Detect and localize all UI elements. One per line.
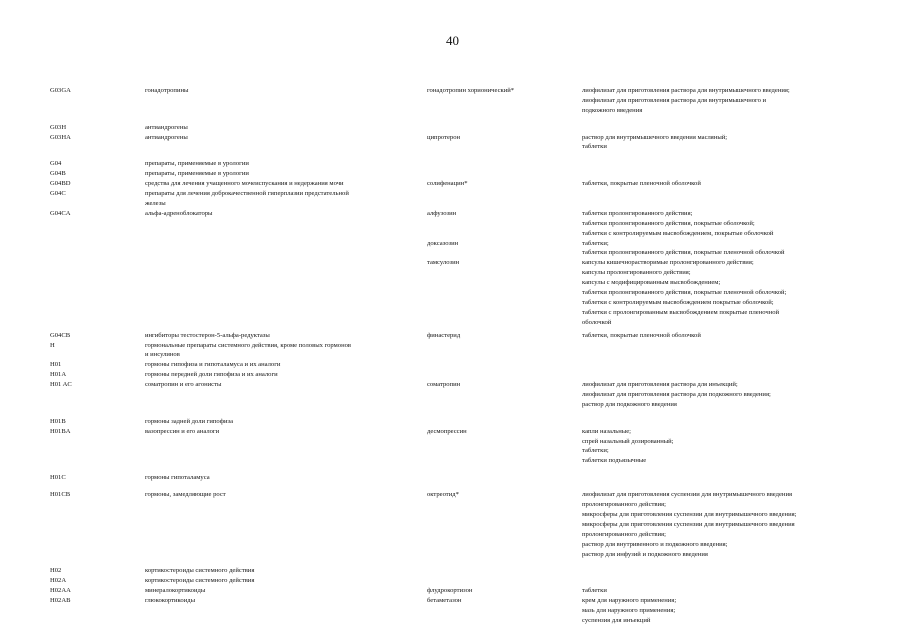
- atc-code-line: G04BD: [50, 180, 71, 188]
- atc-code: [50, 189, 140, 199]
- group-name-line: антиандрогены: [145, 133, 188, 141]
- group-name: [145, 380, 420, 390]
- dosage-forms-line: капсулы кишечнорастворимые пролонгированного действия;: [582, 259, 754, 267]
- dosage-forms-line: капсулы с модифицированным высвобождением;: [582, 279, 721, 287]
- atc-code: [50, 341, 140, 351]
- group-name: [145, 417, 420, 427]
- group-name: [145, 566, 420, 576]
- table-row: [0, 189, 905, 209]
- atc-code-line: G03GA: [50, 87, 71, 94]
- table-row: [0, 179, 905, 189]
- group-name: [145, 596, 420, 606]
- dosage-forms-line: раствор для внутримышечного введения масляный;: [582, 133, 728, 141]
- dosage-forms-line: пролонгированного действия;: [582, 501, 666, 509]
- drug-name-line: солифенацин*: [427, 180, 468, 188]
- dosage-forms-line: раствор для внутривенного и подкожного введения;: [582, 540, 728, 548]
- group-name: [145, 331, 420, 341]
- atc-code: [50, 86, 140, 96]
- group-name-line: минералокортикоиды: [145, 587, 206, 595]
- dosage-forms-line: таблетки;: [582, 447, 609, 455]
- drug-name: [427, 179, 577, 189]
- atc-code: [50, 473, 140, 483]
- atc-code-line: G04: [50, 160, 62, 168]
- drug-name-line: финастерид: [427, 331, 461, 339]
- group-name-line: кортикостероиды системного действия: [145, 567, 255, 575]
- atc-code: [50, 209, 140, 219]
- dosage-forms-line: пролонгированного действия;: [582, 530, 666, 538]
- group-name-line: гормоны гипофиза и гипоталамуса и их аналоги: [145, 361, 281, 369]
- drug-name: [427, 239, 577, 249]
- group-name-line: препараты для лечения доброкачественной гиперплазии предстательной: [145, 190, 349, 198]
- dosage-forms: [582, 179, 882, 189]
- table-row: [0, 239, 905, 259]
- atc-code-line: H: [50, 341, 55, 349]
- table-row: [0, 380, 905, 417]
- dosage-forms-line: капсулы пролонгированного действия;: [582, 269, 691, 277]
- dosage-forms-line: таблетки с контролируемым высвобождением покрытые оболочкой;: [582, 298, 774, 306]
- table-row: [0, 417, 905, 427]
- atc-code-line: H01C: [50, 474, 66, 482]
- atc-code: [50, 159, 140, 169]
- group-name: [145, 360, 420, 370]
- drug-name-line: бетаметазон: [427, 597, 462, 605]
- atc-code: [50, 380, 140, 390]
- dosage-forms-line: таблетки с пролонгированным высвобождением покрытые пленочной: [582, 308, 780, 316]
- dosage-forms: [582, 258, 882, 327]
- table-row: [0, 370, 905, 380]
- table-row: [0, 331, 905, 341]
- dosage-forms: [582, 133, 882, 153]
- dosage-forms-line: лиофилизат для приготовления раствора для инъекций;: [582, 381, 738, 389]
- atc-code-line: G04B: [50, 170, 66, 178]
- dosage-forms-line: лиофилизат для приготовления раствора для подкожного введения;: [582, 391, 771, 398]
- atc-code-line: H01B: [50, 417, 66, 425]
- atc-code: [50, 490, 140, 500]
- drug-name: [427, 86, 577, 96]
- atc-code-line: H01A: [50, 371, 67, 379]
- group-name: [145, 159, 420, 169]
- dosage-forms: [582, 239, 882, 259]
- group-name: [145, 586, 420, 596]
- atc-code-line: H01 AC: [50, 381, 72, 389]
- table-row: [0, 86, 905, 123]
- atc-code: [50, 427, 140, 437]
- group-name-line: глюкокортикоиды: [145, 597, 196, 605]
- group-name: [145, 189, 420, 209]
- group-name-line: альфа-адреноблокаторы: [145, 209, 213, 217]
- table-row: [0, 169, 905, 179]
- group-name: [145, 427, 420, 437]
- dosage-forms: [582, 331, 882, 341]
- atc-code: [50, 123, 140, 133]
- atc-code-line: G04C: [50, 190, 66, 198]
- group-name: [145, 209, 420, 219]
- atc-code-line: H01BA: [50, 427, 71, 435]
- drug-name-line: соматропин: [427, 381, 461, 389]
- table-row: [0, 258, 905, 330]
- group-name-line: препараты, применяемые в урологии: [145, 160, 249, 168]
- dosage-forms-line: таблетки пролонгированного действия, покрытые пленочной оболочкой;: [582, 289, 787, 297]
- atc-code: [50, 360, 140, 370]
- drug-name: [427, 258, 577, 268]
- dosage-forms-line: таблетки, покрытые пленочной оболочкой: [582, 331, 701, 339]
- drug-name: [427, 331, 577, 341]
- group-name: [145, 133, 420, 143]
- drug-name: [427, 209, 577, 219]
- dosage-forms: [582, 586, 882, 596]
- drug-name-line: гонадотропин хорионический*: [427, 87, 515, 94]
- group-name-line: гонадотропины: [145, 87, 189, 94]
- atc-code: [50, 417, 140, 427]
- group-name-line: вазопрессин и его аналоги: [145, 427, 220, 435]
- dosage-forms-line: таблетки подъязычные: [582, 457, 647, 465]
- atc-code-line: H02AA: [50, 587, 71, 595]
- group-name-line: гормоны, замедляющие рост: [145, 491, 226, 499]
- table-row: [0, 586, 905, 596]
- table-row: [0, 123, 905, 133]
- group-name: [145, 86, 420, 96]
- drug-name-line: десмопрессин: [427, 427, 467, 435]
- group-name-line: ингибиторы тестостерон-5-альфа-редуктазы: [145, 331, 270, 339]
- dosage-forms-line: крем для наружного применения;: [582, 597, 677, 605]
- group-name: [145, 169, 420, 179]
- group-name: [145, 341, 420, 361]
- dosage-forms-line: микросферы для приготовления суспензии для внутримышечного введения: [582, 520, 795, 528]
- dosage-forms-line: микросферы для приготовления суспензии для внутримышечного введения;: [582, 510, 797, 518]
- dosage-forms-line: таблетки с контролируемым высвобождением, покрытые оболочкой: [582, 229, 774, 237]
- dosage-forms: [582, 596, 882, 626]
- table-row: [0, 490, 905, 566]
- dosage-forms-line: суспензия для инъекций: [582, 616, 651, 624]
- atc-code: [50, 133, 140, 143]
- dosage-forms: [582, 490, 882, 559]
- drug-table: [0, 86, 905, 626]
- dosage-forms-line: раствор для подкожного введения: [582, 400, 677, 408]
- atc-code-line: H02: [50, 567, 62, 575]
- group-name: [145, 576, 420, 586]
- group-name-line: антиандрогены: [145, 123, 188, 131]
- table-row: [0, 159, 905, 169]
- group-name: [145, 179, 420, 189]
- group-name: [145, 370, 420, 380]
- table-row: [0, 473, 905, 490]
- group-name-line: кортикостероиды системного действия: [145, 577, 255, 585]
- dosage-forms-line: таблетки, покрытые пленочной оболочкой: [582, 180, 701, 188]
- group-name: [145, 123, 420, 133]
- atc-code: [50, 179, 140, 189]
- dosage-forms-line: подкожного введения: [582, 106, 643, 114]
- atc-code-line: H02A: [50, 577, 67, 585]
- drug-name: [427, 490, 577, 500]
- dosage-forms-line: лиофилизат для приготовления раствора для внутримышечного и: [582, 96, 767, 104]
- atc-code-line: G04CA: [50, 209, 71, 217]
- dosage-forms: [582, 427, 882, 467]
- drug-name: [427, 380, 577, 390]
- dosage-forms-line: таблетки пролонгированного действия, покрытые оболочкой;: [582, 219, 755, 227]
- atc-code-line: H02AB: [50, 597, 71, 605]
- dosage-forms-line: таблетки;: [582, 239, 609, 247]
- drug-name-line: флудрокортизон: [427, 587, 473, 595]
- dosage-forms-line: лиофилизат для приготовления суспензии для внутримышечного введения: [582, 491, 793, 499]
- atc-code: [50, 566, 140, 576]
- dosage-forms: [582, 380, 882, 410]
- dosage-forms-line: таблетки: [582, 587, 607, 595]
- group-name: [145, 490, 420, 500]
- atc-code: [50, 596, 140, 606]
- dosage-forms-line: капли назальные;: [582, 427, 631, 435]
- table-row: [0, 566, 905, 576]
- atc-code: [50, 576, 140, 586]
- drug-name-line: октреотид*: [427, 491, 459, 499]
- atc-code: [50, 370, 140, 380]
- table-row: [0, 427, 905, 474]
- group-name-line: гормоны задней доли гипофиза: [145, 417, 234, 425]
- drug-name: [427, 586, 577, 596]
- dosage-forms-line: таблетки: [582, 143, 607, 151]
- group-name-line: гормональные препараты системного действия, кроме половых гормонов: [145, 341, 352, 349]
- atc-code: [50, 586, 140, 596]
- drug-name-line: ципротерон: [427, 133, 461, 141]
- atc-code-line: G03HA: [50, 133, 71, 141]
- dosage-forms-line: раствор для инфузий и подкожного введения: [582, 550, 708, 558]
- dosage-forms-line: оболочкой: [582, 318, 612, 326]
- group-name-line: гормоны гипоталамуса: [145, 474, 210, 482]
- atc-code: [50, 169, 140, 179]
- table-row: [0, 576, 905, 586]
- atc-code: [50, 331, 140, 341]
- dosage-forms: [582, 86, 882, 116]
- table-row: [0, 209, 905, 239]
- dosage-forms-line: таблетки пролонгированного действия, покрытые пленочной оболочкой: [582, 249, 785, 257]
- group-name-line: соматропин и его агонисты: [145, 381, 222, 389]
- drug-name: [427, 596, 577, 606]
- group-name-line: гормоны передней доли гипофиза и их аналоги: [145, 371, 278, 379]
- drug-name: [427, 427, 577, 437]
- drug-name-line: тамсулозин: [427, 259, 460, 267]
- group-name-line: и инсулинов: [145, 351, 180, 359]
- drug-name: [427, 133, 577, 143]
- table-row: [0, 596, 905, 626]
- group-name-line: железы: [145, 199, 166, 207]
- drug-name-line: алфузозин: [427, 209, 457, 217]
- group-name: [145, 473, 420, 483]
- group-name-line: препараты, применяемые в урологии: [145, 170, 249, 178]
- page-number: 40: [446, 33, 459, 48]
- atc-code-line: H01CB: [50, 491, 71, 499]
- dosage-forms-line: мазь для наружного применения;: [582, 607, 676, 615]
- dosage-forms-line: лиофилизат для приготовления раствора для внутримышечного введения;: [582, 87, 790, 94]
- table-row: [0, 133, 905, 160]
- atc-code-line: G04CB: [50, 331, 71, 339]
- dosage-forms-line: таблетки пролонгированного действия;: [582, 209, 693, 217]
- table-row: [0, 360, 905, 370]
- group-name-line: средства для лечения учащенного мочеиспускания и недержания мочи: [145, 180, 344, 188]
- table-row: [0, 341, 905, 361]
- dosage-forms: [582, 209, 882, 239]
- atc-code-line: H01: [50, 361, 62, 369]
- atc-code-line: G03H: [50, 123, 67, 131]
- drug-name-line: доксазозин: [427, 239, 459, 247]
- dosage-forms-line: спрей назальный дозированный;: [582, 437, 674, 445]
